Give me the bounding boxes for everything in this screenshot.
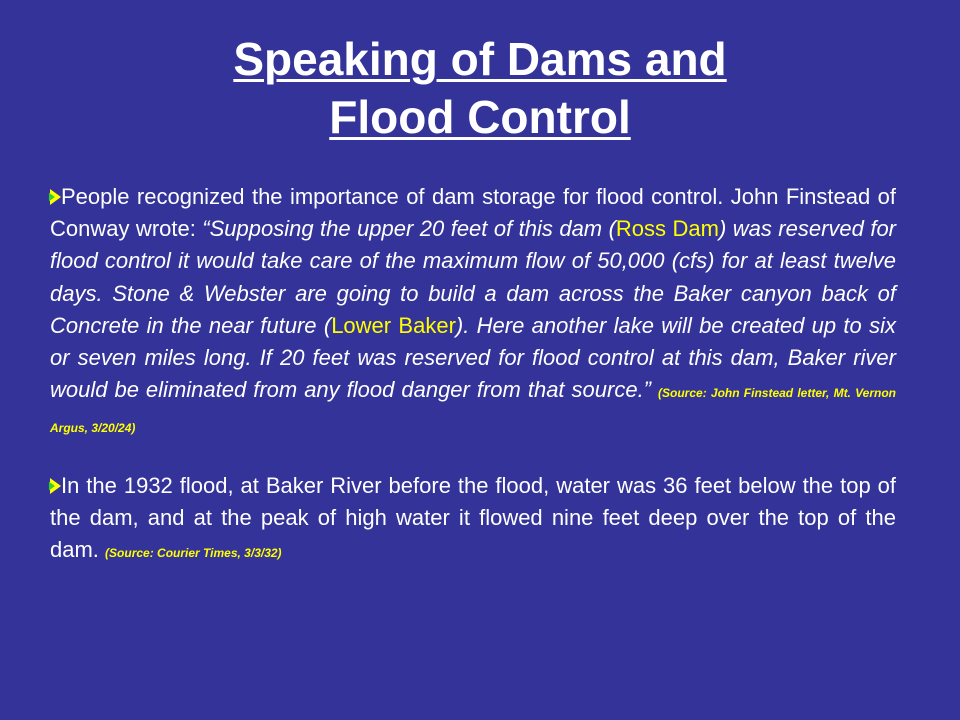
arrow-bullet-icon [50,478,61,494]
slide-title [0,30,960,146]
bullet-item-1 [50,181,896,445]
bullet-1-quote-middle: ) was reserved for flood control it would take care of the maximum flow of 50,000 (cfs) for at least twelve days. Stone & Webster are going to build a dam across the Baker canyon back of Concrete in the near future ( [50,216,896,338]
bullet-1-highlight-lower-baker: Lower Baker [331,312,456,338]
bullet-1-quote-end: ). Here another lake will be created up to six or seven miles long. If 20 feet was reserved for flood control at this dam, Baker river would be eliminated from any flood danger from that source.” [50,312,896,403]
bullet-1-intro: People recognized the importance of dam storage for flood control. John Finstead of Conway wrote: [50,184,896,242]
bullet-2-text: In the 1932 flood, at Baker River before the flood, water was 36 feet below the top of the dam, and at the peak of high water it flowed nine feet deep over the top of the dam. [50,472,896,563]
slide-body [50,181,896,569]
arrow-bullet-icon [50,189,61,205]
title-line-1: Speaking of Dams and [233,33,727,85]
bullet-1-highlight-ross-dam: Ross Dam [615,216,719,242]
bullet-2-source: (Source: Courier Times, 3/3/32) [105,546,282,561]
bullet-item-2 [50,470,896,570]
title-line-2: Flood Control [329,91,631,143]
bullet-1-source: (Source: John Finstead letter, Mt. Vernon Argus, 3/20/24) [50,386,897,436]
bullet-1-quote-start: “Supposing the upper 20 feet of this dam ( [202,216,616,242]
